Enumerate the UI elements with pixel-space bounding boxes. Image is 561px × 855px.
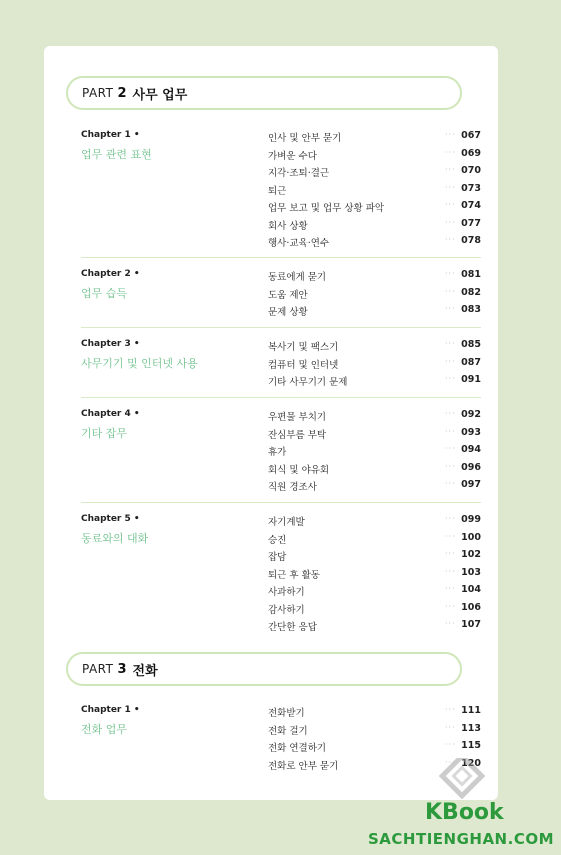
entry-page: 107	[461, 619, 481, 630]
entry-title: 업무 보고 및 업무 상황 파악	[268, 203, 385, 214]
entry-title: 도움 제안	[268, 289, 308, 301]
toc-entry[interactable]	[268, 357, 481, 375]
toc-entry[interactable]	[268, 462, 481, 480]
part-label: PART	[82, 662, 114, 676]
entry-title: 가벼운 수다	[268, 150, 317, 162]
chapter-label: Chapter 3 •	[81, 339, 140, 349]
leader: ···	[445, 147, 456, 157]
entry-page: 103	[461, 566, 481, 578]
toc-entry[interactable]	[268, 287, 481, 305]
toc-entry[interactable]	[268, 409, 481, 427]
leader: ···	[445, 165, 456, 174]
toc-entry[interactable]	[268, 130, 481, 148]
leader: ···	[445, 479, 456, 488]
entry-title: 자기계발	[268, 517, 305, 528]
leader: ···	[445, 426, 456, 436]
entry-title: 전화로 안부 묻기	[268, 760, 339, 772]
part-label: PART	[82, 86, 114, 100]
toc-entry[interactable]	[268, 584, 481, 602]
leader: ···	[445, 444, 456, 453]
chapter-title: 업무 습득	[81, 287, 128, 300]
entry-page: 100	[461, 531, 481, 543]
leader: ···	[445, 722, 456, 732]
part-title: 사무 업무	[132, 87, 188, 103]
leader: ···	[445, 356, 456, 366]
entry-title: 간단한 응답	[268, 622, 317, 633]
entry-title: 회사 상황	[268, 220, 308, 232]
entry-page: 077	[461, 217, 481, 229]
leader: ···	[445, 200, 456, 209]
toc-entry[interactable]	[268, 479, 481, 497]
leader: ···	[445, 601, 456, 611]
entry-title: 감사하기	[268, 604, 305, 616]
leader: ···	[445, 757, 456, 767]
leader: ···	[445, 566, 456, 576]
entry-page: 083	[461, 304, 481, 315]
leader: ···	[445, 549, 456, 558]
toc-entry[interactable]	[268, 165, 481, 183]
part-number: 2	[117, 85, 127, 101]
leader: ···	[445, 531, 456, 541]
chapter-title: 사무기기 및 인터넷 사용	[81, 357, 198, 370]
entry-title: 우편물 부치기	[268, 412, 327, 423]
chapter-title: 전화 업무	[81, 723, 128, 736]
toc-entry[interactable]	[268, 619, 481, 637]
entry-title: 퇴근 후 활동	[268, 569, 320, 581]
entry-page: 102	[461, 549, 481, 560]
entry-page: 069	[461, 147, 481, 159]
chapter-label: Chapter 1 •	[81, 705, 140, 715]
part-header	[66, 76, 462, 110]
entry-page: 092	[461, 409, 481, 420]
entry-page: 115	[461, 740, 481, 751]
toc-entry[interactable]	[268, 304, 481, 322]
entry-page: 093	[461, 426, 481, 438]
chapter-title: 동료와의 대화	[81, 532, 149, 545]
toc-entry[interactable]	[268, 549, 481, 567]
entry-title: 전화 연결하기	[268, 743, 327, 754]
leader: ···	[445, 461, 456, 471]
entry-title: 기타 사무기기 문제	[268, 377, 348, 388]
chapter-title: 기타 잡무	[81, 427, 128, 440]
leader: ···	[445, 235, 456, 244]
entry-title: 컴퓨터 및 인터넷	[268, 359, 339, 371]
entry-page: 111	[461, 705, 481, 716]
entry-title: 승진	[268, 534, 287, 546]
leader: ···	[445, 374, 456, 383]
entry-page: 067	[461, 130, 481, 141]
leader: ···	[445, 740, 456, 749]
toc-page	[44, 46, 498, 800]
leader: ···	[445, 705, 456, 714]
entry-page: 073	[461, 182, 481, 194]
chapter-label: Chapter 5 •	[81, 514, 140, 524]
leader: ···	[445, 409, 456, 418]
entry-title: 복사기 및 팩스기	[268, 342, 339, 353]
leader: ···	[445, 584, 456, 593]
toc-entry[interactable]	[268, 705, 481, 723]
entry-title: 사과하기	[268, 587, 305, 598]
entry-page: 094	[461, 444, 481, 455]
entry-page: 099	[461, 514, 481, 525]
leader: ···	[445, 619, 456, 628]
entry-page: 091	[461, 374, 481, 385]
entry-title: 행사·교육·연수	[268, 238, 330, 249]
chapter-label: Chapter 2 •	[81, 269, 140, 279]
leader: ···	[445, 130, 456, 139]
divider	[81, 502, 481, 503]
entry-title: 잡담	[268, 552, 287, 563]
entry-page: 082	[461, 286, 481, 298]
entry-page: 070	[461, 165, 481, 176]
entry-title: 직원 경조사	[268, 482, 317, 493]
chapter-label: Chapter 4 •	[81, 409, 140, 419]
entry-page: 096	[461, 461, 481, 473]
leader: ···	[445, 182, 456, 192]
toc-entry[interactable]	[268, 218, 481, 236]
toc-entry[interactable]	[268, 427, 481, 445]
entry-title: 회식 및 야유회	[268, 464, 330, 476]
toc-entry[interactable]	[268, 200, 481, 218]
entry-title: 퇴근	[268, 185, 287, 197]
toc-entry[interactable]	[268, 269, 481, 287]
divider	[81, 397, 481, 398]
entry-page: 087	[461, 356, 481, 368]
toc-entry[interactable]	[268, 183, 481, 201]
toc-entry[interactable]	[268, 374, 481, 392]
part-number: 3	[117, 661, 127, 677]
chapter-title: 업무 관련 표현	[81, 148, 152, 161]
entry-page: 085	[461, 339, 481, 350]
leader: ···	[445, 269, 456, 278]
entry-title: 휴가	[268, 447, 287, 458]
toc-entry[interactable]	[268, 148, 481, 166]
entry-page: 113	[461, 722, 481, 734]
divider	[81, 257, 481, 258]
entry-page: 074	[461, 200, 481, 211]
entry-page: 078	[461, 235, 481, 246]
leader: ···	[445, 339, 456, 348]
entry-title: 잔심부름 부탁	[268, 429, 327, 441]
divider	[81, 327, 481, 328]
toc-entry[interactable]	[268, 514, 481, 532]
toc-entry[interactable]	[268, 339, 481, 357]
entry-page: 081	[461, 269, 481, 280]
entry-page: 097	[461, 479, 481, 490]
leader: ···	[445, 304, 456, 313]
entry-page: 120	[461, 757, 481, 769]
entry-title: 전화받기	[268, 708, 305, 719]
entry-title: 문제 상황	[268, 307, 308, 318]
watermark-site: SACHTIENGHAN.COM	[368, 830, 555, 848]
toc-entry[interactable]	[268, 602, 481, 620]
chapter-label: Chapter 1 •	[81, 130, 140, 140]
leader: ···	[445, 217, 456, 227]
entry-title: 동료에게 묻기	[268, 272, 327, 283]
toc-entry[interactable]	[268, 235, 481, 253]
watermark-brand: KBook	[425, 800, 504, 825]
entry-page: 106	[461, 601, 481, 613]
toc-entry[interactable]	[268, 567, 481, 585]
entry-title: 전화 걸기	[268, 725, 308, 737]
entry-page: 104	[461, 584, 481, 595]
part-header	[66, 652, 462, 686]
toc-entry[interactable]	[268, 444, 481, 462]
part-title: 전화	[132, 663, 158, 679]
leader: ···	[445, 514, 456, 523]
toc-entry[interactable]	[268, 740, 481, 758]
leader: ···	[445, 286, 456, 296]
toc-entry[interactable]	[268, 532, 481, 550]
entry-title: 인사 및 안부 묻기	[268, 133, 342, 144]
toc-entry[interactable]	[268, 723, 481, 741]
entry-title: 지각·조퇴·결근	[268, 168, 330, 179]
